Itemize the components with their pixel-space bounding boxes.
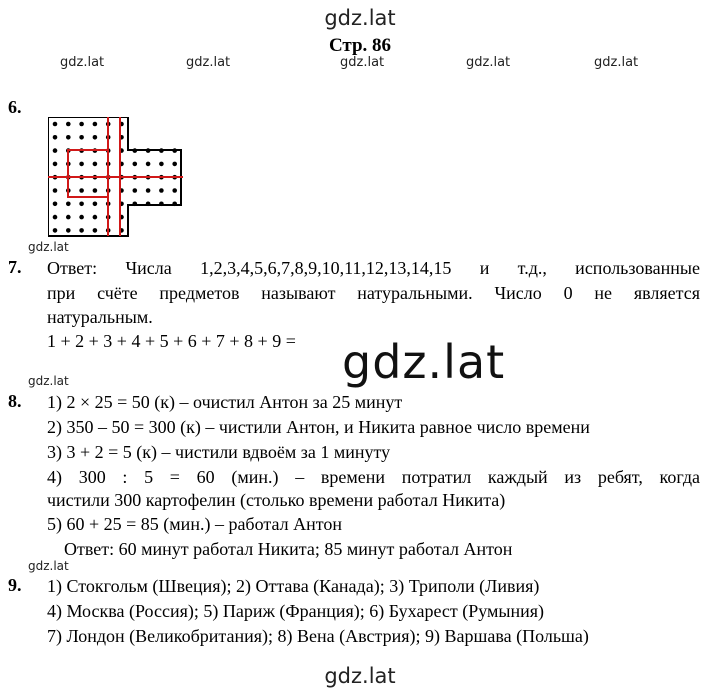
task-number: 9. — [8, 575, 22, 595]
grid-dot — [93, 162, 98, 167]
grid-dot — [53, 188, 58, 193]
watermark: gdz.lat — [28, 240, 69, 254]
capital-line: 1) Стокгольм (Швеция); 2) Оттава (Канада); 3) Триполи (Ливия) — [47, 576, 540, 596]
solution-line: чистили 300 картофелин (столько времени работал Никита) — [47, 490, 506, 510]
grid-dot — [133, 188, 138, 193]
grid-dot — [66, 122, 71, 127]
task-number: 8. — [8, 391, 22, 411]
answer-line: Ответ: 60 минут работал Никита; 85 минут работал Антон — [64, 539, 513, 559]
grid-dot — [53, 135, 58, 140]
grid-dot — [159, 188, 164, 193]
task-number: 7. — [8, 257, 22, 277]
watermark: gdz.lat — [28, 559, 69, 573]
grid-dot — [159, 162, 164, 167]
page-title: Стр. 86 — [328, 35, 392, 56]
watermark: gdz.lat — [466, 55, 511, 70]
grid-dot — [133, 162, 138, 167]
grid-dot — [53, 122, 58, 127]
watermark: gdz.lat — [594, 55, 639, 70]
watermark-bottom: gdz.lat — [324, 664, 396, 688]
grid-dot — [79, 215, 84, 220]
grid-dot — [172, 162, 177, 167]
watermark-large: gdz.lat — [342, 335, 506, 389]
capital-line: 4) Москва (Россия); 5) Париж (Франция); 6) Бухарест (Румыния) — [47, 601, 545, 621]
grid-dot — [66, 228, 71, 233]
grid-dot — [53, 202, 58, 207]
grid-dot — [53, 148, 58, 153]
dot-grid-figure — [48, 117, 183, 237]
watermark: gdz.lat — [186, 55, 231, 70]
grid-dot — [53, 162, 58, 167]
grid-dot — [53, 215, 58, 220]
solution-line: 4) 300 : 5 = 60 (мин.) – времени потратил каждый из ребят, когда — [47, 467, 700, 487]
capital-line: 7) Лондон (Великобритания); 8) Вена (Австрия); 9) Варшава (Польша) — [47, 626, 589, 646]
solution-line: 2) 350 – 50 = 300 (к) – чистили Антон, и Никита равное число времени — [47, 417, 590, 437]
grid-dot — [93, 135, 98, 140]
grid-dot — [146, 188, 151, 193]
grid-dot — [66, 202, 71, 207]
grid-dot — [79, 188, 84, 193]
grid-dot — [93, 228, 98, 233]
grid-dot — [93, 202, 98, 207]
watermark: gdz.lat — [28, 374, 69, 388]
grid-dot — [93, 215, 98, 220]
grid-dot — [93, 122, 98, 127]
equation-line: 1 + 2 + 3 + 4 + 5 + 6 + 7 + 8 + 9 = — [47, 331, 296, 351]
watermark: gdz.lat — [60, 55, 105, 70]
solution-line: 5) 60 + 25 = 85 (мин.) – работал Антон — [47, 514, 342, 534]
grid-dot — [79, 202, 84, 207]
grid-dot — [172, 188, 177, 193]
answer-line: Ответ: Числа 1,2,3,4,5,6,7,8,9,10,11,12,13,14,15 и т.д., использованные — [47, 258, 700, 278]
grid-dot — [79, 162, 84, 167]
grid-dot — [79, 122, 84, 127]
grid-dot — [66, 215, 71, 220]
watermark-top: gdz.lat — [324, 6, 396, 30]
grid-dot — [146, 162, 151, 167]
solution-line: 3) 3 + 2 = 5 (к) – чистили вдвоём за 1 минуту — [47, 442, 391, 462]
grid-dot — [66, 135, 71, 140]
grid-dot — [79, 135, 84, 140]
answer-line: при счёте предметов называют натуральными. Число 0 не является — [47, 283, 700, 303]
grid-dot — [93, 188, 98, 193]
grid-dot — [53, 228, 58, 233]
watermark: gdz.lat — [340, 55, 385, 70]
task-number: 6. — [8, 97, 22, 117]
solution-line: 1) 2 × 25 = 50 (к) – очистил Антон за 25 минут — [47, 392, 403, 412]
answer-line: натуральным. — [47, 307, 153, 327]
grid-dot — [79, 228, 84, 233]
